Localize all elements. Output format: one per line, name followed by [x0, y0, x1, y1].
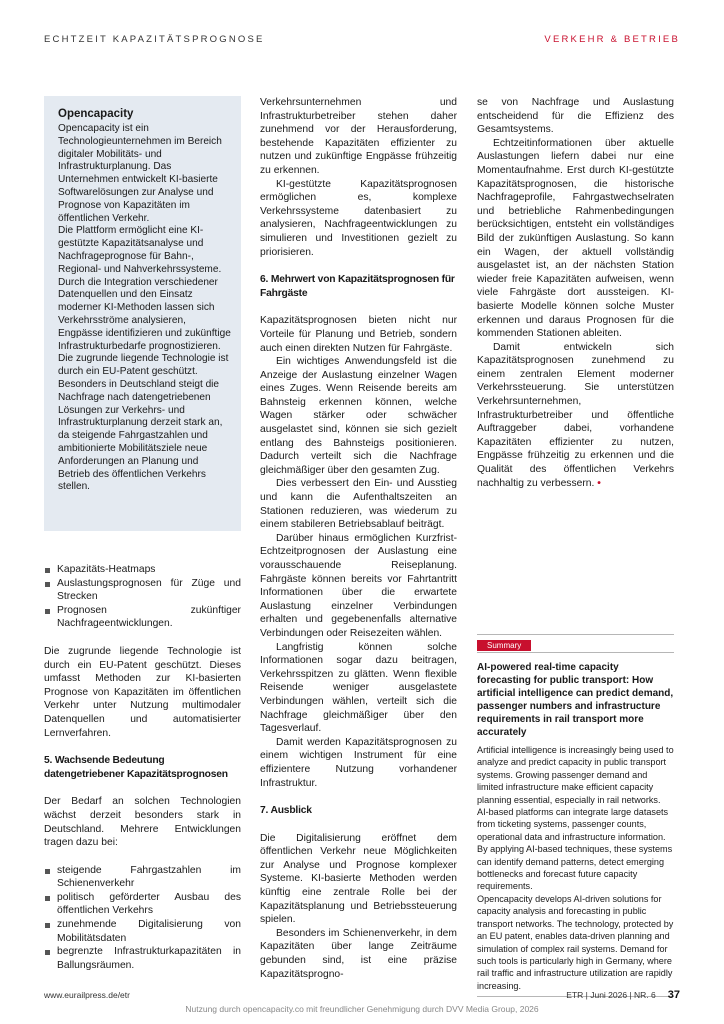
body-paragraph: Kapazitätsprognosen bieten nicht nur Vorteile für Planung und Betrieb, sondern auch einen direkten Nutzen für Fahrgäste. — [260, 315, 457, 354]
list-item: Prognosen zukünftiger Nachfrageentwicklungen. — [44, 604, 241, 631]
summary-divider — [477, 652, 674, 653]
body-paragraph: Echtzeitinformationen über aktuelle Auslastungen liefern dabei nur eine Momentaufnahme. Erst durch KI-gestützte Kapazitätsprognosen, die historische Nachfrageprofile, Fahrgastwechselraten und betriebliche Rahmenbedingungen berücksichtigen, entsteht ein vollständiges Bild der zukünftigen Auslastung. So kann ein Wagen, der aktuell vollständig ausgelastet ist, an der nächsten Station wieder freie Kapazitäten aufweisen, wenn viele Fahrgäste dort aussteigen. KI-basierte Modelle können solche Muster erkennen und daraus Prognosen für die kommenden Stationen ableiten. — [477, 137, 674, 340]
body-paragraph: Damit werden Kapazitätsprognosen zu einem wichtigen Instrument für eine effizientere Nutzung vorhandener Infrastruktur. — [260, 736, 457, 789]
summary-tag: Summary — [477, 640, 531, 651]
body-paragraph: Langfristig können solche Informationen sogar dazu beitragen, Verkehrsspitzen zu glätten. Wenn flexible Reisende weniger ausgelastete Verbindungen wählen, verteilt sich die Nachfrage gleichmäßiger über den Tagesverlauf. — [260, 641, 457, 735]
body-paragraph: KI-gestützte Kapazitätsprognosen ermöglichen es, komplexe Verkehrssysteme datenbasiert zu analysieren, Nachfrageentwicklungen zu simulieren und Investitionen gezielt zu priorisieren. — [260, 178, 457, 258]
feature-list — [44, 563, 241, 631]
body-paragraph: Die zugrunde liegende Technologie ist durch ein EU-Patent geschützt. Dieses umfasst Methoden zur KI-basierten Prognose von Kapazitäten im öffentlichen Verkehr unter Nutzung multimodaler Datenquellen und automatisierter Lernverfahren. — [44, 645, 241, 739]
list-item: zunehmende Digitalisierung von Mobilitätsdaten — [44, 918, 241, 945]
column-2-body — [260, 96, 457, 981]
running-header-left: ECHTZEIT KAPAZITÄTSPROGNOSE — [44, 34, 265, 45]
info-box-paragraph: Die Plattform ermöglicht eine KI-gestützte Kapazitätsanalyse und Nachfrageprognose für Bahn-, Regional- und Nahverkehrssysteme. Durch die Integration verschiedener Datenquellen und den Einsatz moderner KI-Methoden lassen sich Verkehrsströme analysieren, Engpässe identifizieren und zukünftige Infrastrukturbedarfe prognostizieren. — [58, 225, 231, 352]
section-heading-6: 6. Mehrwert von Kapazitätsprognosen für Fahrgäste — [260, 274, 455, 299]
footer-issue-info — [566, 989, 680, 1001]
footer-website-link[interactable]: www.eurailpress.de/etr — [44, 990, 130, 1000]
english-summary — [477, 634, 674, 997]
section-heading-5: 5. Wachsende Bedeutung datengetriebener Kapazitätsprognosen — [44, 755, 228, 780]
summary-paragraph: Opencapacity develops AI-driven solutions for capacity analysis and forecasting in public transport networks. The technology, protected by an EU patent, enables data-driven planning and simulation of complex rail systems. Demand for such tools is particularly high in Germany, where rail traffic and infrastructure utilization are rapidly increasing. — [477, 893, 674, 991]
summary-top-rule — [477, 634, 674, 635]
body-paragraph-text: Damit entwickeln sich Kapazitätsprognosen zunehmend zu einem zentralen Element moderner Verkehrssteuerung. Sie unterstützen Verkehrsunternehmen, Infrastrukturbetreiber und öffentliche Auftraggeber dabei, vorhandene Kapazitäten effizienter zu nutzen, Engpässe frühzeitig zu erkennen und die Qualität des öffentlichen Verkehrs nachhaltig zu verbessern. — [477, 341, 674, 489]
body-paragraph: Besonders im Schienenverkehr, in dem Kapazitäten über lange Zeiträume gebunden sind, ist eine präzise Kapazitätsprogno- — [260, 927, 457, 980]
usage-credit: Nutzung durch opencapacity.co mit freundlicher Genehmigung durch DVV Media Group, 2026 — [185, 1004, 539, 1014]
body-paragraph: Die Digitalisierung eröffnet dem öffentlichen Verkehr neue Möglichkeiten zur Analyse und Prognose komplexer Systeme. KI-basierte Methoden werden künftig eine zentrale Rolle bei der Kapazitätsplanung und Betriebssteuerung spielen. — [260, 832, 457, 926]
body-paragraph: Der Bedarf an solchen Technologien wächst derzeit besonders stark in Deutschland. Mehrere Entwicklungen tragen dazu bei: — [44, 796, 241, 849]
body-paragraph: Dies verbessert den Ein- und Ausstieg und kann die Aufenthaltszeiten an Stationen reduzieren, was wiederum zu einem stabileren Betriebsablauf beiträgt. — [260, 478, 457, 531]
footer-issue: ETR | Juni 2026 | NR. 6 — [566, 990, 656, 1000]
summary-headline: AI-powered real-time capacity forecasting for public transport: How artificial intelligence can predict demand, passenger numbers and infrastructure requirements in rail transport more accurately — [477, 662, 674, 738]
body-paragraph: se von Nachfrage und Auslastung entscheidend für die Effizienz des Gesamtsystems. — [477, 97, 674, 136]
info-box-paragraph: Besonders in Deutschland steigt die Nachfrage nach datengetriebenen Lösungen zur Verkehrs- und Infrastrukturplanung derzeit stark an, da steigende Fahrgastzahlen und ambitionierte Mobilitätsziele neue Anforderungen an Planung und Betrieb des öffentlichen Verkehrs stellen. — [58, 378, 223, 493]
info-box-paragraph: Opencapacity ist ein Technologieunternehmen im Bereich digitaler Mobilitäts- und Infrastrukturplanung. Das Unternehmen entwickelt KI-basierte Softwarelösungen zur Analyse und Prognose von Kapazitäten im öffentlichen Verkehr. — [58, 123, 222, 224]
running-header-right: VERKEHR & BETRIEB — [544, 34, 680, 45]
column-1-body — [44, 563, 241, 972]
info-box-paragraph: Die zugrunde liegende Technologie ist durch ein EU-Patent geschützt. — [58, 353, 229, 378]
list-item: Auslastungsprognosen für Züge und Strecken — [44, 577, 241, 604]
list-item: begrenzte Infrastrukturkapazitäten in Ballungsräumen. — [44, 945, 241, 972]
column-3-body — [477, 96, 674, 490]
section-heading-7: 7. Ausblick — [260, 805, 312, 817]
body-paragraph: Ein wichtiges Anwendungsfeld ist die Anzeige der Auslastung einzelner Wagen eines Zuges. Wenn Reisende bereits am Bahnsteig erkennen können, welche Wagen stärker oder schwächer ausgelastet sind, können sie sich gezielt entlang des Bahnsteigs positionieren. Dadurch verteilt sich die Nachfrage gleichmäßiger über den gesamten Zug. — [260, 356, 457, 476]
body-paragraph: Darüber hinaus ermöglichen Kurzfrist-Echtzeitprognosen der Auslastung eine vorausschauende Reiseplanung. Fahrgäste können bereits vor Fahrtantritt Informationen über die erwartete Auslastung einzelner Verbindungen erhalten und gegebenenfalls alternative Verbindungen oder Reisezeiten wählen. — [260, 532, 457, 639]
summary-paragraph: AI-based platforms can integrate large datasets from ticketing systems, passenger counts, operational data and infrastructure information. By applying AI-based techniques, these systems can identify demand patterns, detect emerging bottlenecks and forecast future capacity requirements. — [477, 807, 673, 892]
summary-body — [477, 744, 674, 992]
list-item: steigende Fahrgastzahlen im Schienenverkehr — [44, 864, 241, 891]
list-item: Kapazitäts-Heatmaps — [44, 563, 241, 577]
page-number: 37 — [667, 989, 680, 1001]
drivers-list — [44, 864, 241, 973]
body-paragraph — [477, 341, 674, 491]
info-box-title: Opencapacity — [58, 108, 134, 120]
body-paragraph: Verkehrsunternehmen und Infrastrukturbetreiber stehen daher zunehmend vor der Herausforderung, bestehende Kapazitäten effizienter zu nutzen und zukünftige Engpässe frühzeitig zu erkennen. — [260, 97, 457, 176]
article-end-mark: • — [597, 477, 601, 489]
summary-paragraph: Artificial intelligence is increasingly being used to analyze and predict capacity in public transport systems. Growing passenger demand and limited infrastructure make efficient capacity planning essential, especially in rail networks. — [477, 745, 674, 805]
company-info-box — [44, 96, 241, 531]
list-item: politisch geförderter Ausbau des öffentlichen Verkehrs — [44, 891, 241, 918]
